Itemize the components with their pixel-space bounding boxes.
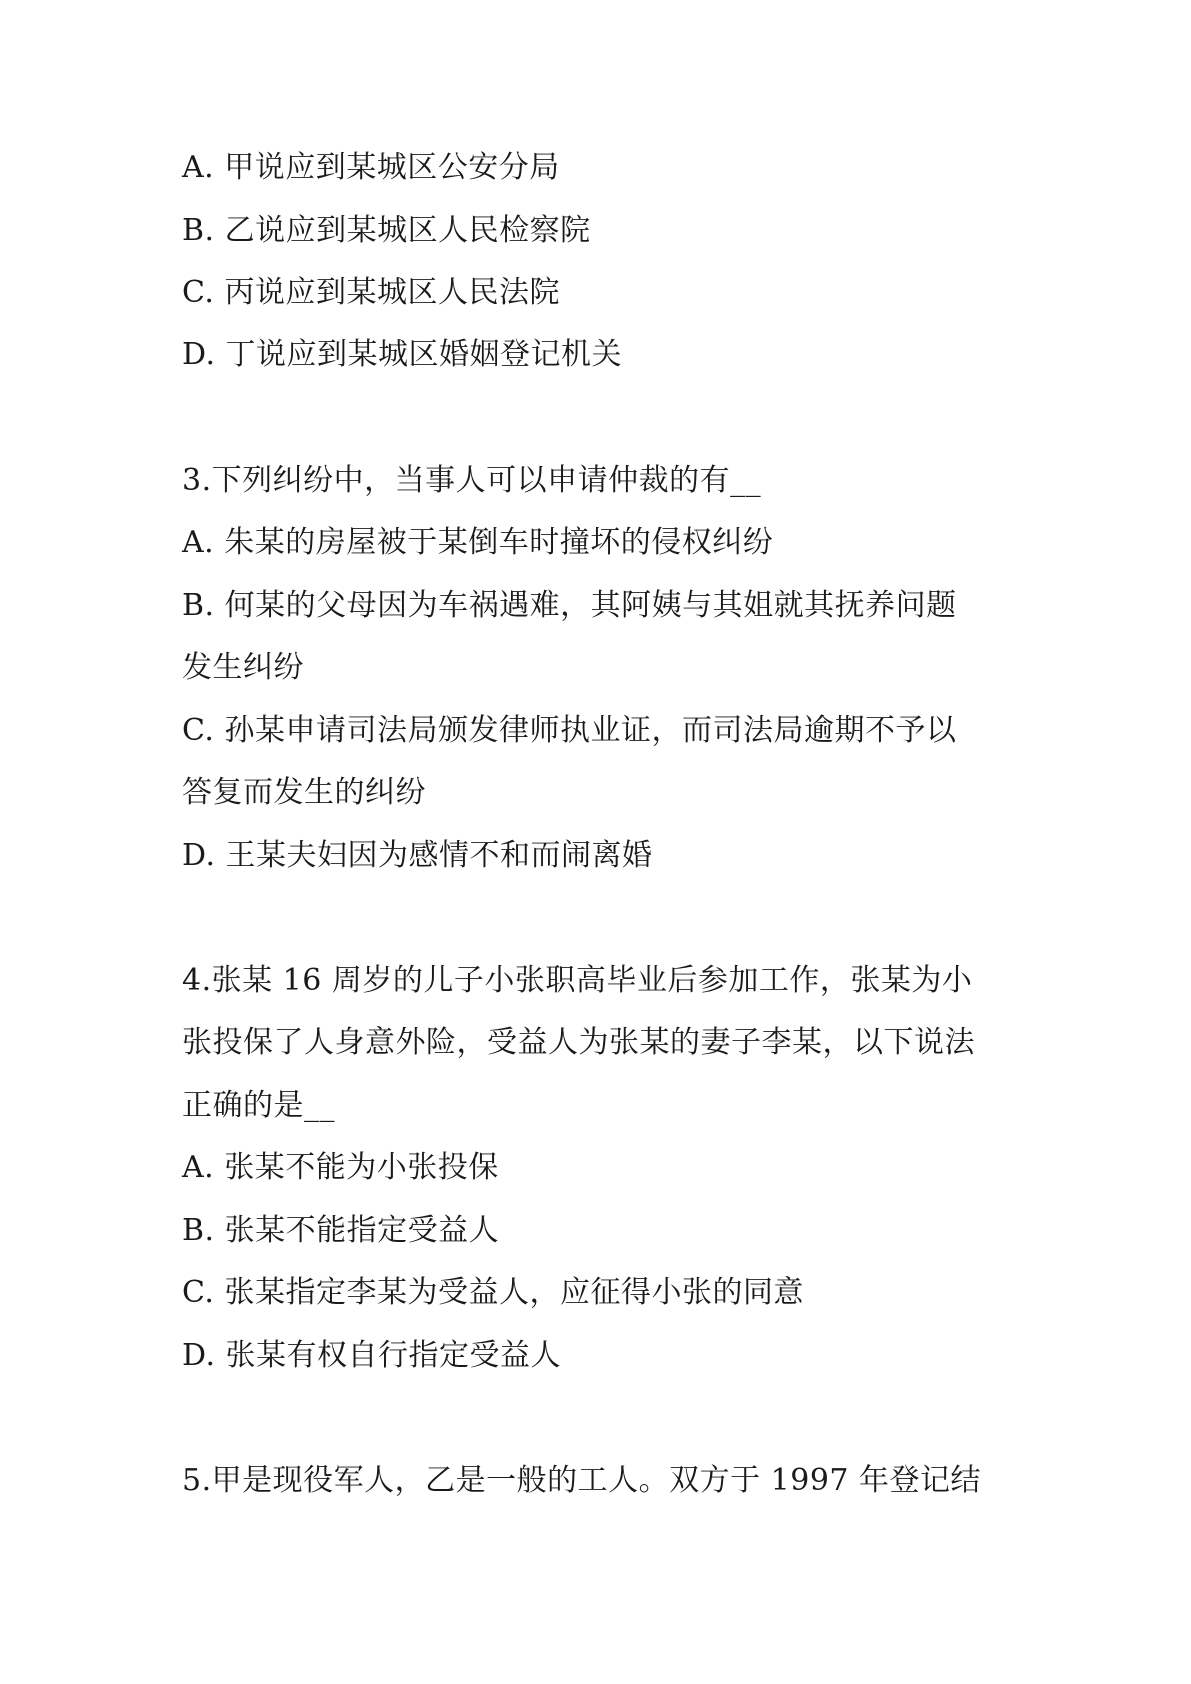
q4-stem-line1: 4.张某 16 周岁的儿子小张职高毕业后参加工作，张某为小 (182, 963, 973, 998)
q3-option-b-line2: 发生纠纷 (182, 650, 304, 685)
q4-stem-line3: 正确的是__ (182, 1088, 335, 1123)
q2-option-b: B. 乙说应到某城区人民检察院 (182, 213, 591, 248)
q4-option-b: B. 张某不能指定受益人 (182, 1213, 500, 1248)
q4-option-a: A. 张某不能为小张投保 (182, 1150, 499, 1185)
q3-option-a: A. 朱某的房屋被于某倒车时撞坏的侵权纠纷 (182, 525, 774, 560)
q5-stem-line1: 5.甲是现役军人，乙是一般的工人。双方于 1997 年登记结 (182, 1463, 982, 1498)
q3-option-b-line1: B. 何某的父母因为车祸遇难，其阿姨与其姐就其抚养问题 (182, 588, 957, 623)
q3-option-c-line2: 答复而发生的纠纷 (182, 775, 426, 810)
q3-stem: 3.下列纠纷中，当事人可以申请仲裁的有__ (182, 463, 762, 498)
q2-option-a: A. 甲说应到某城区公安分局 (182, 150, 560, 185)
q4-stem-line2: 张投保了人身意外险，受益人为张某的妻子李某，以下说法 (182, 1025, 975, 1060)
q3-option-c-line1: C. 孙某申请司法局颁发律师执业证，而司法局逾期不予以 (182, 713, 957, 748)
q2-option-c: C. 丙说应到某城区人民法院 (182, 275, 560, 310)
q3-option-d: D. 王某夫妇因为感情不和而闹离婚 (182, 838, 653, 873)
q4-option-d: D. 张某有权自行指定受益人 (182, 1338, 562, 1373)
q2-option-d: D. 丁说应到某城区婚姻登记机关 (182, 337, 623, 372)
q4-option-c: C. 张某指定李某为受益人，应征得小张的同意 (182, 1275, 804, 1310)
